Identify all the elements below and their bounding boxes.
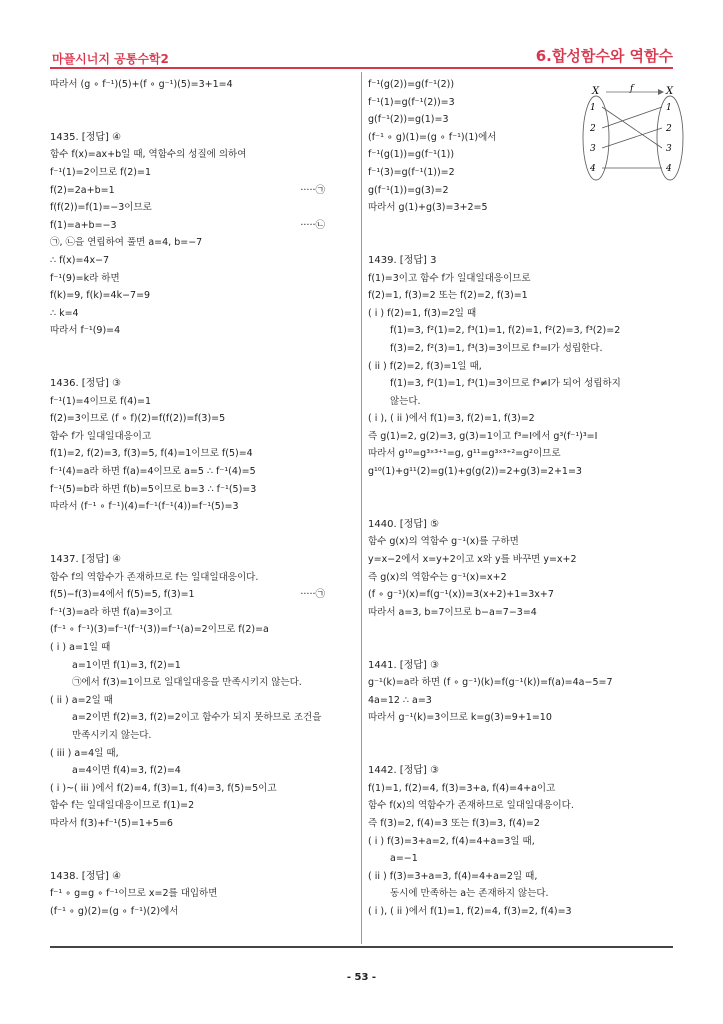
line-text: 함수 f는 일대일대응이므로 f(1)=2: [50, 800, 195, 812]
solution-line: [50, 146, 355, 164]
solution-line: [368, 322, 673, 340]
solution-line: [50, 709, 355, 727]
solution-line: [50, 885, 355, 903]
line-text: 1436. [정답] ③: [50, 378, 122, 390]
solution-heading: [50, 551, 355, 569]
line-text: 1440. [정답] ⑤: [368, 518, 440, 530]
solution-line: [368, 903, 673, 921]
solution-line: [50, 639, 355, 657]
line-text: f(1)=3, f²(1)=1, f³(1)=3이므로 f³≠I가 되어 성립하지: [390, 378, 621, 390]
line-text: f(1)=3, f²(1)=2, f³(1)=1, f(2)=1, f²(2)=3, f³(2)=2: [390, 325, 621, 337]
solution-line: [368, 270, 673, 288]
equation-marker: ·····㉡: [300, 219, 325, 231]
solution-line: [50, 428, 355, 446]
line-text: ㉠, ㉡을 연립하여 풀면 a=4, b=−7: [50, 237, 203, 249]
line-text: ( ii ) f(3)=3+a=3, f(4)=4+a=2일 때,: [368, 870, 538, 882]
solution-line: [50, 797, 355, 815]
solution-line: [368, 340, 673, 358]
codomain-element: 1: [666, 103, 672, 113]
line-text: 1437. [정답] ④: [50, 554, 122, 566]
footer-rule: [50, 946, 673, 948]
line-text: f⁻¹(g(2))=g(f⁻¹(2)): [368, 79, 455, 90]
line-text: f⁻¹ ∘ g=g ∘ f⁻¹이므로 x=2를 대입하면: [50, 888, 218, 900]
line-text: 함수 f가 일대일대응이고: [50, 430, 152, 442]
line-text: ∴ k=4: [50, 307, 79, 319]
domain-label: X: [592, 86, 600, 97]
solution-line: [368, 375, 673, 393]
line-text: f(2)=1, f(3)=2 또는 f(2)=2, f(3)=1: [368, 290, 528, 302]
line-text: f(1)=2, f(2)=3, f(3)=5, f(4)=1이므로 f(5)=4: [50, 448, 253, 460]
line-text: a=−1: [390, 853, 418, 865]
left-column: [50, 76, 355, 921]
solution-line: [50, 252, 355, 270]
solution-line: [368, 393, 673, 411]
codomain-elements: [665, 103, 672, 174]
solution-line: [50, 780, 355, 798]
line-text: (f⁻¹ ∘ g)(2)=(g ∘ f⁻¹)(2)에서: [50, 905, 179, 917]
solution-line: [50, 621, 355, 639]
codomain-label: X: [666, 86, 674, 97]
solution-line: [368, 709, 673, 727]
solution-line: [368, 692, 673, 710]
line-text: f⁻¹(1)=4이므로 f(4)=1: [50, 395, 151, 407]
line-text: f⁻¹(1)=2이므로 f(2)=1: [50, 166, 151, 178]
page-number: - 53 -: [346, 972, 377, 983]
solution-line: [368, 604, 673, 622]
line-text: ( i ) f(3)=3+a=2, f(4)=4+a=3일 때,: [368, 835, 535, 847]
solution-line: [368, 551, 673, 569]
solution-line: [368, 833, 673, 851]
solution-line: [50, 76, 355, 94]
line-text: f(k)=9, f(k)=4k−7=9: [50, 290, 151, 302]
line-text: a=4이면 f(4)=3, f(2)=4: [72, 765, 181, 777]
solution-line: [368, 463, 673, 481]
mapping-diagram: [578, 82, 688, 188]
line-text: f(f(2))=f(1)=−3이므로: [50, 202, 152, 214]
line-text: f⁻¹(3)=g(f⁻¹(1))=2: [368, 166, 455, 178]
solution-line: [50, 217, 355, 235]
equation-marker: ·····㉠: [300, 184, 325, 196]
line-text: 1442. [정답] ③: [368, 765, 440, 777]
line-text: ( iii ) a=4일 때,: [50, 747, 119, 759]
solution-line: [368, 445, 673, 463]
codomain-element: 3: [666, 144, 672, 154]
line-text: f⁻¹(1)=g(f⁻¹(2))=3: [368, 96, 455, 108]
spacer: [50, 516, 355, 551]
solution-line: [368, 850, 673, 868]
line-text: 함수 f의 역함수가 존재하므로 f는 일대일대응이다.: [50, 571, 259, 583]
domain-set: [583, 96, 609, 180]
solution-line: [50, 305, 355, 323]
line-text: 따라서 f⁻¹(9)=4: [50, 325, 121, 337]
right-column: [368, 76, 673, 921]
line-text: ( i ), ( ii )에서 f(1)=1, f(2)=4, f(3)=2, f(4)=3: [368, 905, 572, 917]
line-text: 함수 f(x)의 역함수가 존재하므로 일대일대응이다.: [368, 800, 574, 812]
solution-line: [50, 234, 355, 252]
line-text: y=x−2에서 x=y+2이고 x와 y를 바꾸면 y=x+2: [368, 554, 577, 566]
solution-line: [368, 569, 673, 587]
line-text: f⁻¹(4)=a라 하면 f(a)=4이므로 a=5 ∴ f⁻¹(4)=5: [50, 466, 256, 478]
line-text: a=2이면 f(2)=3, f(2)=2이고 함수가 되지 못하므로 조건을: [72, 712, 322, 724]
solution-line: [50, 270, 355, 288]
line-text: 따라서 (f⁻¹ ∘ f⁻¹)(4)=f⁻¹(f⁻¹(4))=f⁻¹(5)=3: [50, 501, 239, 513]
solution-line: [50, 410, 355, 428]
solution-line: [50, 604, 355, 622]
line-text: 않는다.: [390, 395, 421, 407]
solution-line: [50, 287, 355, 305]
line-text: g(f⁻¹(1))=g(3)=2: [368, 184, 449, 196]
line-text: ( ii ) a=2일 때: [50, 694, 113, 706]
solution-line: [50, 586, 355, 604]
solution-line: [50, 569, 355, 587]
solution-line: [50, 481, 355, 499]
solution-line: [50, 182, 355, 200]
spacer: [50, 94, 355, 129]
line-text: ( i ) a=1일 때: [50, 642, 111, 653]
solution-line: [50, 463, 355, 481]
domain-element: 1: [590, 103, 596, 113]
line-text: a=1이면 f(1)=3, f(2)=1: [72, 659, 181, 671]
solution-line: [50, 498, 355, 516]
line-text: f(1)=3이고 함수 f가 일대일대응이므로: [368, 272, 531, 284]
line-text: ( i ), ( ii )에서 f(1)=3, f(2)=1, f(3)=2: [368, 413, 535, 425]
domain-element: 4: [590, 164, 596, 174]
spacer: [368, 621, 673, 656]
line-text: 따라서 a=3, b=7이므로 b−a=7−3=4: [368, 606, 537, 618]
line-text: 따라서 g(1)+g(3)=3+2=5: [368, 202, 488, 214]
solution-line: [50, 762, 355, 780]
solution-line: [368, 199, 673, 217]
header-rule: [50, 67, 673, 69]
solution-line: [368, 305, 673, 323]
line-text: 동시에 만족하는 a는 존재하지 않는다.: [390, 888, 549, 900]
function-label: f: [630, 84, 634, 94]
solution-line: [50, 745, 355, 763]
line-text: f⁻¹(3)=a라 하면 f(a)=3이고: [50, 606, 172, 618]
solution-line: [50, 674, 355, 692]
solution-heading: [368, 516, 673, 534]
domain-element: 2: [590, 124, 596, 134]
line-text: 즉 g(x)의 역함수는 g⁻¹(x)=x+2: [368, 571, 507, 583]
line-text: ( i ) f(2)=1, f(3)=2일 때: [368, 307, 477, 319]
line-text: 만족시키지 않는다.: [72, 729, 152, 741]
line-text: 따라서 f(3)+f⁻¹(5)=1+5=6: [50, 817, 173, 829]
solution-heading: [368, 252, 673, 270]
line-text: f⁻¹(5)=b라 하면 f(b)=5이므로 b=3 ∴ f⁻¹(5)=3: [50, 483, 257, 495]
header-chapter-title: 6.합성함수와 역함수: [535, 47, 673, 65]
line-text: g⁻¹(k)=a라 하면 (f ∘ g⁻¹)(k)=f(g⁻¹(k))=f(a)=4a−5=7: [368, 677, 613, 689]
line-text: f(1)=1, f(2)=4, f(3)=3+a, f(4)=4+a이고: [368, 782, 556, 794]
line-text: 즉 g(1)=2, g(2)=3, g(3)=1이고 f³=I에서 g³(f⁻¹)³=I: [368, 430, 598, 442]
solution-line: [50, 727, 355, 745]
line-text: 즉 f(3)=2, f(4)=3 또는 f(3)=3, f(4)=2: [368, 817, 540, 829]
domain-elements: [589, 103, 596, 174]
line-text: g¹⁰(1)+g¹¹(2)=g(1)+g(g(2))=2+g(3)=2+1=3: [368, 466, 582, 478]
line-text: ( ii ) f(2)=2, f(3)=1일 때,: [368, 360, 482, 372]
line-text: 1438. [정답] ④: [50, 870, 122, 882]
solution-line: [368, 797, 673, 815]
line-text: 1435. [정답] ④: [50, 131, 122, 143]
line-text: f⁻¹(g(1))=g(f⁻¹(1)): [368, 149, 455, 161]
solution-line: [50, 199, 355, 217]
solution-line: [50, 445, 355, 463]
solution-line: [50, 164, 355, 182]
line-text: 따라서 (g ∘ f⁻¹)(5)+(f ∘ g⁻¹)(5)=3+1=4: [50, 79, 233, 90]
header-book-title: 마플시너지 공통수학2: [52, 52, 169, 66]
spacer: [368, 481, 673, 516]
spacer: [50, 833, 355, 868]
codomain-element: 2: [666, 124, 672, 134]
solution-line: [50, 657, 355, 675]
line-text: f(2)=2a+b=1: [50, 184, 115, 196]
line-text: g(f⁻¹(2))=g(1)=3: [368, 114, 449, 126]
spacer: [368, 727, 673, 762]
spacer: [368, 217, 673, 252]
spacer: [50, 340, 355, 375]
solution-heading: [50, 868, 355, 886]
solution-line: [50, 692, 355, 710]
line-text: ∴ f(x)=4x−7: [50, 254, 110, 266]
solution-heading: [50, 375, 355, 393]
solution-line: [368, 674, 673, 692]
solution-line: [368, 533, 673, 551]
solution-line: [50, 393, 355, 411]
line-text: f⁻¹(9)=k라 하면: [50, 272, 120, 284]
column-divider: [361, 72, 362, 944]
solution-heading: [50, 129, 355, 147]
solution-line: [368, 287, 673, 305]
domain-element: 3: [590, 144, 596, 154]
solution-line: [368, 780, 673, 798]
line-text: (f⁻¹ ∘ g)(1)=(g ∘ f⁻¹)(1)에서: [368, 131, 497, 143]
line-text: ( i )~( iii )에서 f(2)=4, f(3)=1, f(4)=3, f(5)=5이고: [50, 782, 277, 794]
mapping-arrows: [602, 107, 662, 168]
equation-marker: ·····㉠: [300, 589, 325, 601]
line-text: (f ∘ g⁻¹)(x)=f(g⁻¹(x))=3(x+2)+1=3x+7: [368, 589, 554, 601]
line-text: f(2)=3이므로 (f ∘ f)(2)=f(f(2))=f(3)=5: [50, 413, 226, 425]
solution-line: [368, 358, 673, 376]
solution-line: [368, 815, 673, 833]
line-text: 따라서 g⁻¹(k)=3이므로 k=g(3)=9+1=10: [368, 712, 552, 724]
line-text: 1441. [정답] ③: [368, 659, 440, 671]
line-text: 함수 f(x)=ax+b일 때, 역함수의 성질에 의하여: [50, 149, 247, 161]
solution-line: [368, 868, 673, 886]
solution-line: [368, 428, 673, 446]
solution-line: [50, 903, 355, 921]
solution-line: [50, 815, 355, 833]
solution-line: [368, 410, 673, 428]
line-text: f(3)=2, f²(3)=1, f³(3)=3이므로 f³=I가 성립한다.: [390, 342, 603, 354]
line-text: 따라서 g¹⁰=g³ˣ³⁺¹=g, g¹¹=g³ˣ³⁺²=g²이므로: [368, 448, 561, 460]
line-text: f(1)=a+b=−3: [50, 219, 117, 231]
line-text: ㉠에서 f(3)=1이므로 일대일대응을 만족시키지 않는다.: [72, 677, 302, 689]
codomain-element: 4: [666, 164, 672, 174]
solution-line: [50, 322, 355, 340]
line-text: 4a=12 ∴ a=3: [368, 694, 432, 706]
solution-line: [368, 885, 673, 903]
line-text: f(5)−f(3)=4에서 f(5)=5, f(3)=1: [50, 589, 195, 601]
solution-line: [368, 586, 673, 604]
solution-heading: [368, 657, 673, 675]
line-text: 함수 g(x)의 역함수 g⁻¹(x)를 구하면: [368, 536, 519, 548]
solution-heading: [368, 762, 673, 780]
line-text: (f⁻¹ ∘ f⁻¹)(3)=f⁻¹(f⁻¹(3))=f⁻¹(a)=2이므로 f(2)=a: [50, 624, 269, 636]
line-text: 1439. [정답] 3: [368, 254, 437, 266]
